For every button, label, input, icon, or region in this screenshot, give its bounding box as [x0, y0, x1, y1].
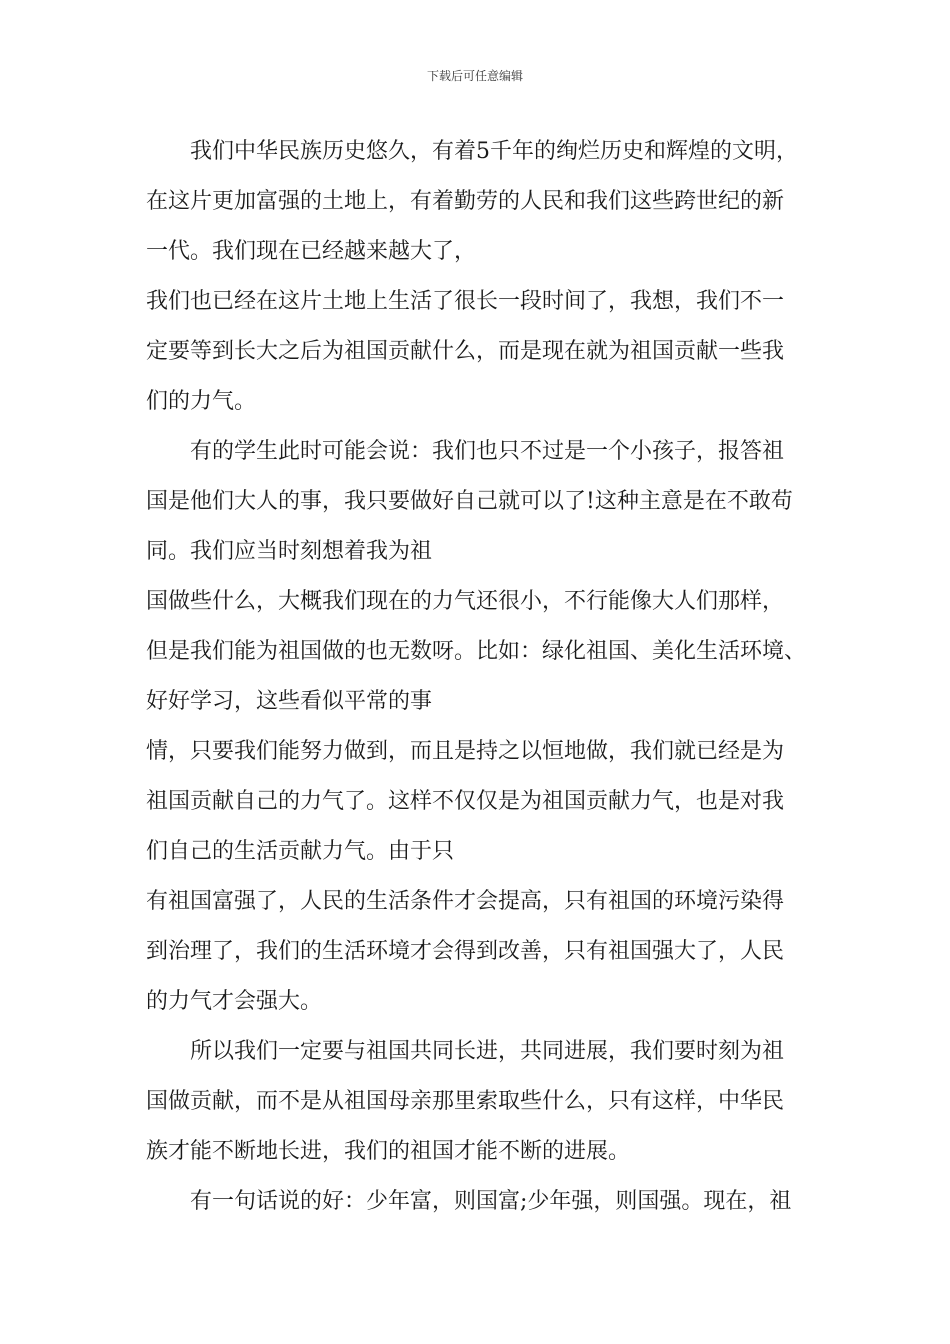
text-line: 定要等到长大之后为祖国贡献什么，而是现在就为祖国贡献一些我: [146, 339, 785, 364]
text-line: 我们中华民族历史悠久，有着5千年的绚烂历史和辉煌的文明，: [190, 139, 798, 164]
text-line: 有一句话说的好：少年富，则国富;少年强，则国强。现在，祖: [190, 1189, 792, 1214]
page-header: 下载后可任意编辑: [426, 69, 523, 83]
text-line: 国做些什么，大概我们现在的力气还很小，不行能像大人们那样，: [146, 589, 785, 614]
text-line: 但是我们能为祖国做的也无数呀。比如：绿化祖国、美化生活环境、: [146, 639, 807, 664]
text-line: 在这片更加富强的土地上，有着勤劳的人民和我们这些跨世纪的新: [146, 189, 785, 214]
text-line: 们的力气。: [146, 389, 257, 414]
text-line: 们自己的生活贡献力气。由于只: [146, 839, 455, 864]
text-line: 同。我们应当时刻想着我为祖: [146, 539, 433, 564]
body-text: [146, 130, 814, 1230]
text-line: 情，只要我们能努力做到，而且是持之以恒地做，我们就已经是为: [146, 739, 785, 764]
text-line: 到治理了，我们的生活环境才会得到改善，只有祖国强大了，人民: [146, 939, 785, 964]
text-line: 国是他们大人的事，我只要做好自己就可以了!这种主意是在不敢苟: [146, 489, 793, 514]
text-line: 一代。我们现在已经越来越大了，: [146, 239, 477, 264]
text-line: 好好学习，这些看似平常的事: [146, 689, 433, 714]
text-line: 的力气才会强大。: [146, 989, 323, 1014]
text-line: 有的学生此时可能会说：我们也只不过是一个小孩子，报答祖: [190, 439, 785, 464]
text-line: 有祖国富强了，人民的生活条件才会提高，只有祖国的环境污染得: [146, 889, 785, 914]
text-line: 所以我们一定要与祖国共同长进，共同进展，我们要时刻为祖: [190, 1039, 785, 1064]
text-line: 族才能不断地长进，我们的祖国才能不断的进展。: [146, 1139, 631, 1164]
text-line: 我们也已经在这片土地上生活了很长一段时间了，我想，我们不一: [146, 289, 785, 314]
text-line: 祖国贡献自己的力气了。这样不仅仅是为祖国贡献力气，也是对我: [146, 789, 785, 814]
text-line: 国做贡献，而不是从祖国母亲那里索取些什么，只有这样，中华民: [146, 1089, 785, 1114]
